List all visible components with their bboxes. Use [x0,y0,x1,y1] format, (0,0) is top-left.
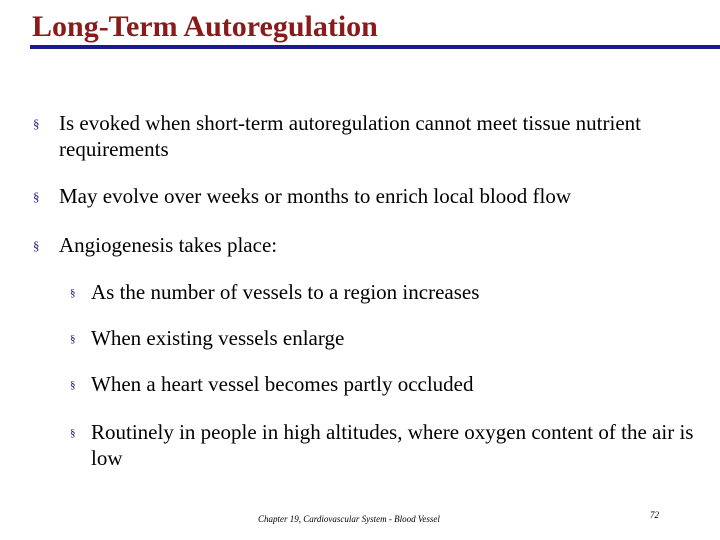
sub-bullet-marker-icon: § [70,287,76,299]
bullet-marker-icon: § [33,238,40,253]
bullet-1 [33,110,709,162]
bullet-2 [33,183,709,209]
sub-bullet-text: As the number of vessels to a region increases [91,280,480,304]
slide-title: Long-Term Autoregulation [32,10,378,43]
title-underline [30,45,720,49]
sub-bullet-marker-icon: § [70,427,76,439]
page-number: 72 [650,510,659,520]
sub-bullet-marker-icon: § [70,333,76,345]
sub-bullet-text: When existing vessels enlarge [91,326,345,350]
bullet-text: May evolve over weeks or months to enrich local blood flow [59,184,572,208]
slide-footer: Chapter 19, Cardiovascular System - Blood Vessel [258,514,440,524]
bullet-marker-icon: § [33,189,40,204]
sub-bullet-text: Routinely in people in high altitudes, where oxygen content of the air is low [91,420,694,470]
sub-bullet-3 [70,371,711,397]
sub-bullet-1 [70,279,711,305]
bullet-marker-icon: § [33,116,40,131]
bullet-text: Angiogenesis takes place: [59,233,278,257]
bullet-text: Is evoked when short-term autoregulation cannot meet tissue nutrient requirements [59,111,642,161]
sub-bullet-4 [70,419,711,471]
sub-bullet-2 [70,325,711,351]
sub-bullet-text: When a heart vessel becomes partly occluded [91,372,474,396]
bullet-3 [33,232,709,258]
sub-bullet-marker-icon: § [70,379,76,391]
